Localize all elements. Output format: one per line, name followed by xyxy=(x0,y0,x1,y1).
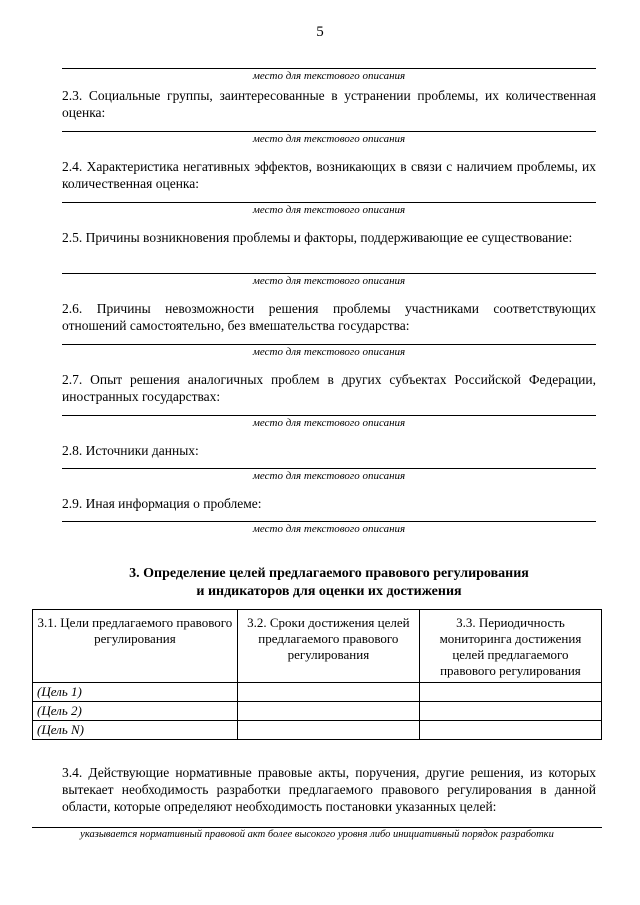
field-hint: место для текстового описания xyxy=(252,346,406,358)
field-hint: место для текстового описания xyxy=(252,417,406,429)
goal-cell: (Цель 1) xyxy=(33,683,238,702)
section-3-title xyxy=(62,565,596,601)
item-2-4 xyxy=(62,158,596,224)
answer-line xyxy=(62,344,596,345)
field-hint: место для текстового описания xyxy=(252,523,406,535)
table-row xyxy=(33,702,602,721)
empty-cell xyxy=(237,721,419,740)
item-text: 2.9. Иная информация о проблеме: xyxy=(62,496,262,511)
item-2-7 xyxy=(62,371,596,437)
column-header-monitoring: 3.3. Периодичность мониторинга достижения целей предлагаемого правового регулирования xyxy=(419,610,601,683)
item-2-8 xyxy=(62,442,596,490)
item-2-5 xyxy=(62,229,596,295)
column-header-deadlines: 3.2. Сроки достижения целей предлагаемого правового регулирования xyxy=(237,610,419,683)
item-text: 2.6. Причины невозможности решения проблемы участниками соответствующих отношений самостоятельно, без вмешательства государства: xyxy=(62,301,596,333)
goal-cell: (Цель 2) xyxy=(33,702,238,721)
item-3-4-text: 3.4. Действующие нормативные правовые акты, поручения, другие решения, из которых вытекает необходимость разработки предлагаемого правового регулирования в данной области, которые определяют необходимость постановки указанных целей: xyxy=(62,765,596,814)
answer-line xyxy=(62,202,596,203)
table-row xyxy=(33,683,602,702)
goals-table xyxy=(32,609,602,740)
column-header-goals: 3.1. Цели предлагаемого правового регулирования xyxy=(33,610,238,683)
document-body xyxy=(37,68,596,841)
item-2-6 xyxy=(62,300,596,366)
answer-line xyxy=(32,827,602,828)
field-hint: место для текстового описания xyxy=(252,133,406,145)
answer-line xyxy=(62,131,596,132)
section-title-line-1: 3. Определение целей предлагаемого правового регулирования xyxy=(129,566,529,581)
item-text: 2.5. Причины возникновения проблемы и факторы, поддерживающие ее существование: xyxy=(62,230,573,245)
field-hint: указывается нормативный правовой акт более высокого уровня либо инициативный порядок разработки xyxy=(80,829,554,840)
page-number: 5 xyxy=(316,24,324,40)
item-text: 2.4. Характеристика негативных эффектов, возникающих в связи с наличием проблемы, их количественная оценка: xyxy=(62,159,596,191)
field-hint: место для текстового описания xyxy=(252,70,406,82)
table-row xyxy=(33,721,602,740)
item-text: 2.8. Источники данных: xyxy=(62,443,199,458)
goal-cell: (Цель N) xyxy=(33,721,238,740)
empty-cell xyxy=(419,721,601,740)
answer-line xyxy=(62,273,596,274)
empty-cell xyxy=(237,683,419,702)
answer-line xyxy=(62,68,596,69)
item-2-3 xyxy=(62,87,596,153)
answer-line xyxy=(62,468,596,469)
item-2-9 xyxy=(62,495,596,543)
empty-cell xyxy=(419,683,601,702)
field-hint: место для текстового описания xyxy=(252,275,406,287)
empty-cell xyxy=(419,702,601,721)
answer-line xyxy=(62,521,596,522)
item-text: 2.3. Социальные группы, заинтересованные в устранении проблемы, их количественная оценка: xyxy=(62,88,596,120)
section-title-line-2: и индикаторов для оценки их достижения xyxy=(196,584,462,599)
table-header-row xyxy=(33,610,602,683)
empty-cell xyxy=(237,702,419,721)
field-hint: место для текстового описания xyxy=(252,470,406,482)
item-text: 2.7. Опыт решения аналогичных проблем в других субъектах Российской Федерации, иностранных государствах: xyxy=(62,372,596,404)
answer-line xyxy=(62,415,596,416)
field-hint: место для текстового описания xyxy=(252,204,406,216)
